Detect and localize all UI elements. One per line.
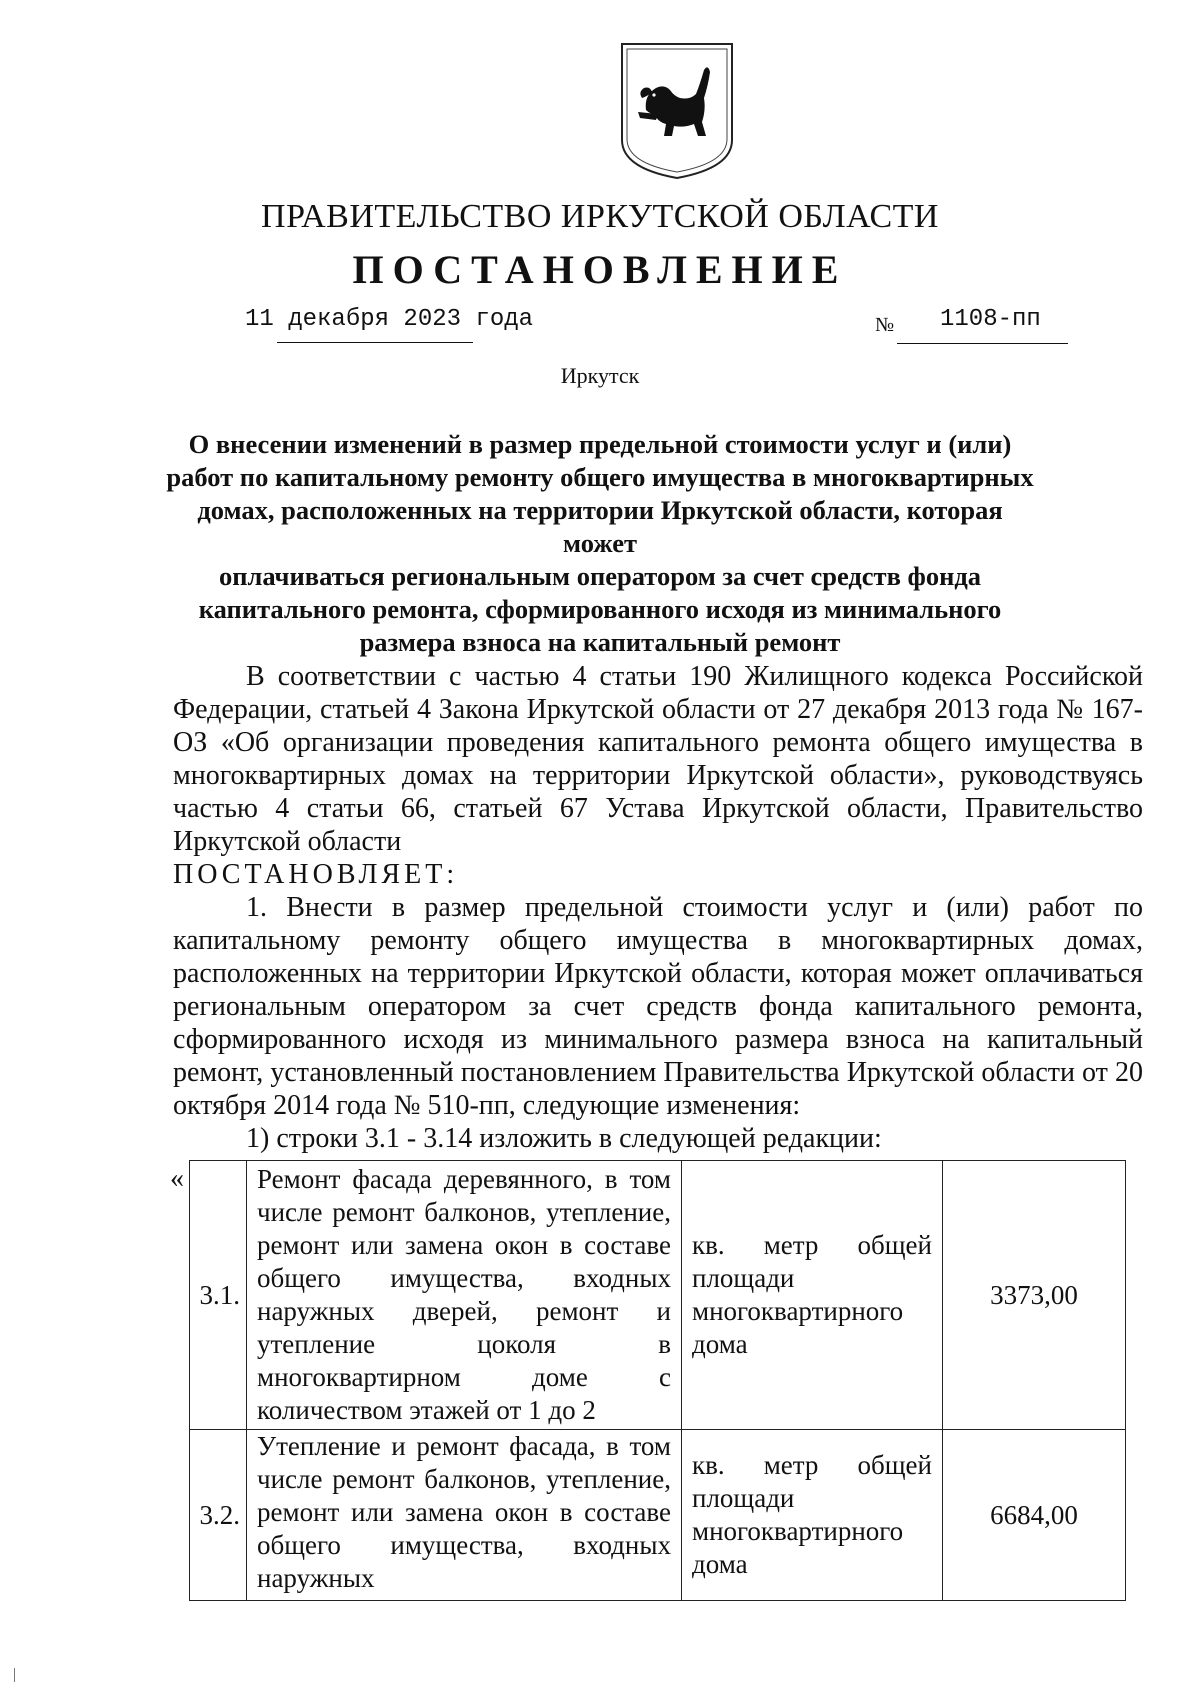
title-line: О внесении изменений в размер предельной стоимости услуг и (или) <box>188 429 1012 459</box>
row-number: 3.2. <box>190 1430 247 1601</box>
open-quote: « <box>170 1163 184 1194</box>
price-table <box>189 1160 1126 1601</box>
price-value: 6684,00 <box>943 1430 1126 1601</box>
document-city: Иркутск <box>560 363 640 388</box>
preamble-paragraph: В соответствии с частью 4 статьи 190 Жилищного кодекса Российской Федерации, статьей 4 Закона Иркутской области от 27 декабря 2013 года № 167-ОЗ «Об организации проведения капитального ремонта общего имущества в многоквартирных домах на территории Иркутской области», руководствуясь частью 4 статьи 66, статьей 67 Устава Иркутской области, Правительство Иркутской области <box>173 661 1143 857</box>
document-body <box>173 660 1143 1155</box>
title-line: оплачиваться региональным оператором за счет средств фонда <box>218 561 982 591</box>
work-description: Ремонт фасада деревянного, в том числе ремонт балконов, утепление, ремонт или замена окон в составе общего имущества, входных наружных дверей, ремонт и утепление цоколя в многоквартирном доме с количеством этажей от 1 до 2 <box>247 1161 682 1430</box>
price-value: 3373,00 <box>943 1161 1126 1430</box>
unit-of-measure: кв. метр общей площади многоквартирного дома <box>682 1161 943 1430</box>
number-underline <box>897 343 1068 344</box>
coat-of-arms-icon <box>618 40 736 182</box>
title-line: домах, расположенных на территории Иркутской области, которая может <box>197 495 1003 558</box>
table-row <box>190 1430 1126 1601</box>
title-line: размера взноса на капитальный ремонт <box>359 627 841 657</box>
work-description: Утепление и ремонт фасада, в том числе ремонт балконов, утепление, ремонт или замена окон в составе общего имущества, входных наружных <box>247 1430 682 1601</box>
document-number: 1108-пп <box>940 306 1041 333</box>
scan-margin-mark <box>14 1668 15 1682</box>
number-sign: № <box>875 314 895 336</box>
decree-word: ПОСТАНОВЛЯЕТ: <box>173 859 459 890</box>
document-title <box>160 428 1040 659</box>
row-number: 3.1. <box>190 1161 247 1430</box>
table-row <box>190 1161 1126 1430</box>
title-line: капитального ремонта, сформированного исходя из минимального <box>198 594 1002 624</box>
date-underline <box>277 342 473 343</box>
unit-of-measure: кв. метр общей площади многоквартирного дома <box>682 1430 943 1601</box>
subpoint-1-paragraph: 1) строки 3.1 - 3.14 изложить в следующей редакции: <box>246 1123 882 1154</box>
point-1-paragraph: 1. Внести в размер предельной стоимости услуг и (или) работ по капитальному ремонту общего имущества в многоквартирных домах, расположенных на территории Иркутской области, которая может оплачиваться региональным оператором за счет средств фонда капитального ремонта, сформированного исходя из минимального размера взноса на капитальный ремонт, установленный постановлением Правительства Иркутской области от 20 октября 2014 года № 510-пп, следующие изменения: <box>173 892 1143 1121</box>
title-line: работ по капитальному ремонту общего имущества в многоквартирных <box>166 462 1034 492</box>
document-date: 11 декабря 2023 года <box>245 306 534 333</box>
document-type: ПОСТАНОВЛЕНИЕ <box>352 247 848 292</box>
government-name: ПРАВИТЕЛЬСТВО ИРКУТСКОЙ ОБЛАСТИ <box>261 198 939 235</box>
